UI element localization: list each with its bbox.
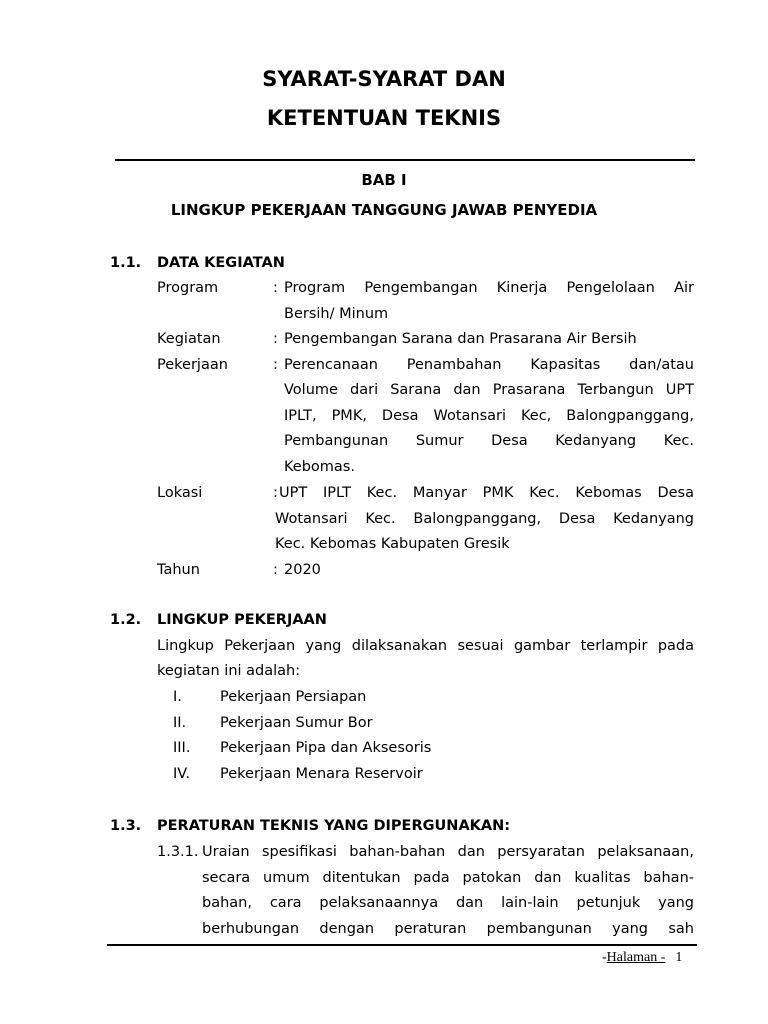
paragraph-line: secara umum ditentukan pada patokan dan kualitas bahan-	[202, 870, 694, 886]
section-title: PERATURAN TEKNIS YANG DIPERGUNAKAN:	[157, 818, 511, 834]
field-value-line: Bersih/ Minum	[284, 306, 389, 322]
field-colon: :	[273, 331, 278, 347]
paragraph-line: kegiatan ini adalah:	[157, 663, 301, 679]
list-item-number: IV.	[173, 766, 190, 782]
field-label-program: Program	[157, 280, 219, 296]
section-title: DATA KEGIATAN	[157, 255, 285, 271]
list-item: Pekerjaan Menara Reservoir	[220, 766, 423, 782]
field-label-pekerjaan: Pekerjaan	[157, 357, 228, 373]
field-value-line: Pengembangan Sarana dan Prasarana Air Bersih	[284, 331, 637, 347]
list-item: Pekerjaan Pipa dan Aksesoris	[220, 740, 432, 756]
field-colon: :	[273, 280, 278, 296]
document-title-line-2: KETENTUAN TEKNIS	[266, 106, 502, 130]
list-item-number: III.	[173, 740, 191, 756]
field-colon: :	[273, 485, 278, 501]
field-label-lokasi: Lokasi	[157, 485, 203, 501]
list-item: Pekerjaan Persiapan	[220, 689, 367, 705]
paragraph-line: Uraian spesifikasi bahan-bahan dan persyaratan pelaksanaan,	[202, 844, 694, 860]
field-colon: :	[273, 357, 278, 373]
list-item-number: II.	[173, 715, 187, 731]
field-value-line: Kec. Kebomas Kabupaten Gresik	[275, 536, 510, 552]
section-number: 1.3.	[110, 818, 142, 834]
page-footer	[602, 950, 682, 966]
section-number: 1.2.	[110, 612, 142, 628]
field-value-line: Wotansari Kec. Balongpanggang, Desa Kedanyang	[275, 511, 694, 527]
subsection-number: 1.3.1.	[157, 844, 199, 860]
title-divider	[115, 159, 695, 161]
field-value-line: UPT IPLT Kec. Manyar PMK Kec. Kebomas Desa	[279, 485, 694, 501]
field-label-kegiatan: Kegiatan	[157, 331, 221, 347]
field-value-line: Volume dari Sarana dan Prasarana Terbangun UPT	[284, 382, 694, 398]
document-title-line-1: SYARAT-SYARAT DAN	[262, 67, 506, 91]
field-value-line: Kebomas.	[284, 459, 355, 475]
footer-label: Halaman -	[606, 950, 666, 965]
paragraph-line: berhubungan dengan peraturan pembangunan yang sah	[202, 921, 694, 937]
paragraph-line: bahan, cara pelaksanaannya dan lain-lain petunjuk yang	[202, 895, 694, 911]
list-item-number: I.	[173, 689, 182, 705]
field-value-line: Pembangunan Sumur Desa Kedanyang Kec.	[284, 433, 694, 449]
footer-prefix: -	[602, 950, 607, 965]
list-item: Pekerjaan Sumur Bor	[220, 715, 373, 731]
chapter-label: BAB I	[361, 171, 407, 189]
field-value-line: IPLT, PMK, Desa Wotansari Kec, Balongpanggang,	[284, 408, 694, 424]
field-colon: :	[273, 562, 278, 578]
section-number: 1.1.	[110, 255, 142, 271]
chapter-title: LINGKUP PEKERJAAN TANGGUNG JAWAB PENYEDIA	[170, 201, 598, 219]
section-title: LINGKUP PEKERJAAN	[157, 612, 327, 628]
paragraph-line: Lingkup Pekerjaan yang dilaksanakan sesuai gambar terlampir pada	[157, 638, 694, 654]
footer-divider	[107, 944, 697, 946]
page-number: 1	[675, 950, 683, 965]
field-value-line: 2020	[284, 562, 321, 578]
field-value-line: Perencanaan Penambahan Kapasitas dan/atau	[284, 357, 694, 373]
field-label-tahun: Tahun	[157, 562, 200, 578]
field-value-line: Program Pengembangan Kinerja Pengelolaan Air	[284, 280, 694, 296]
